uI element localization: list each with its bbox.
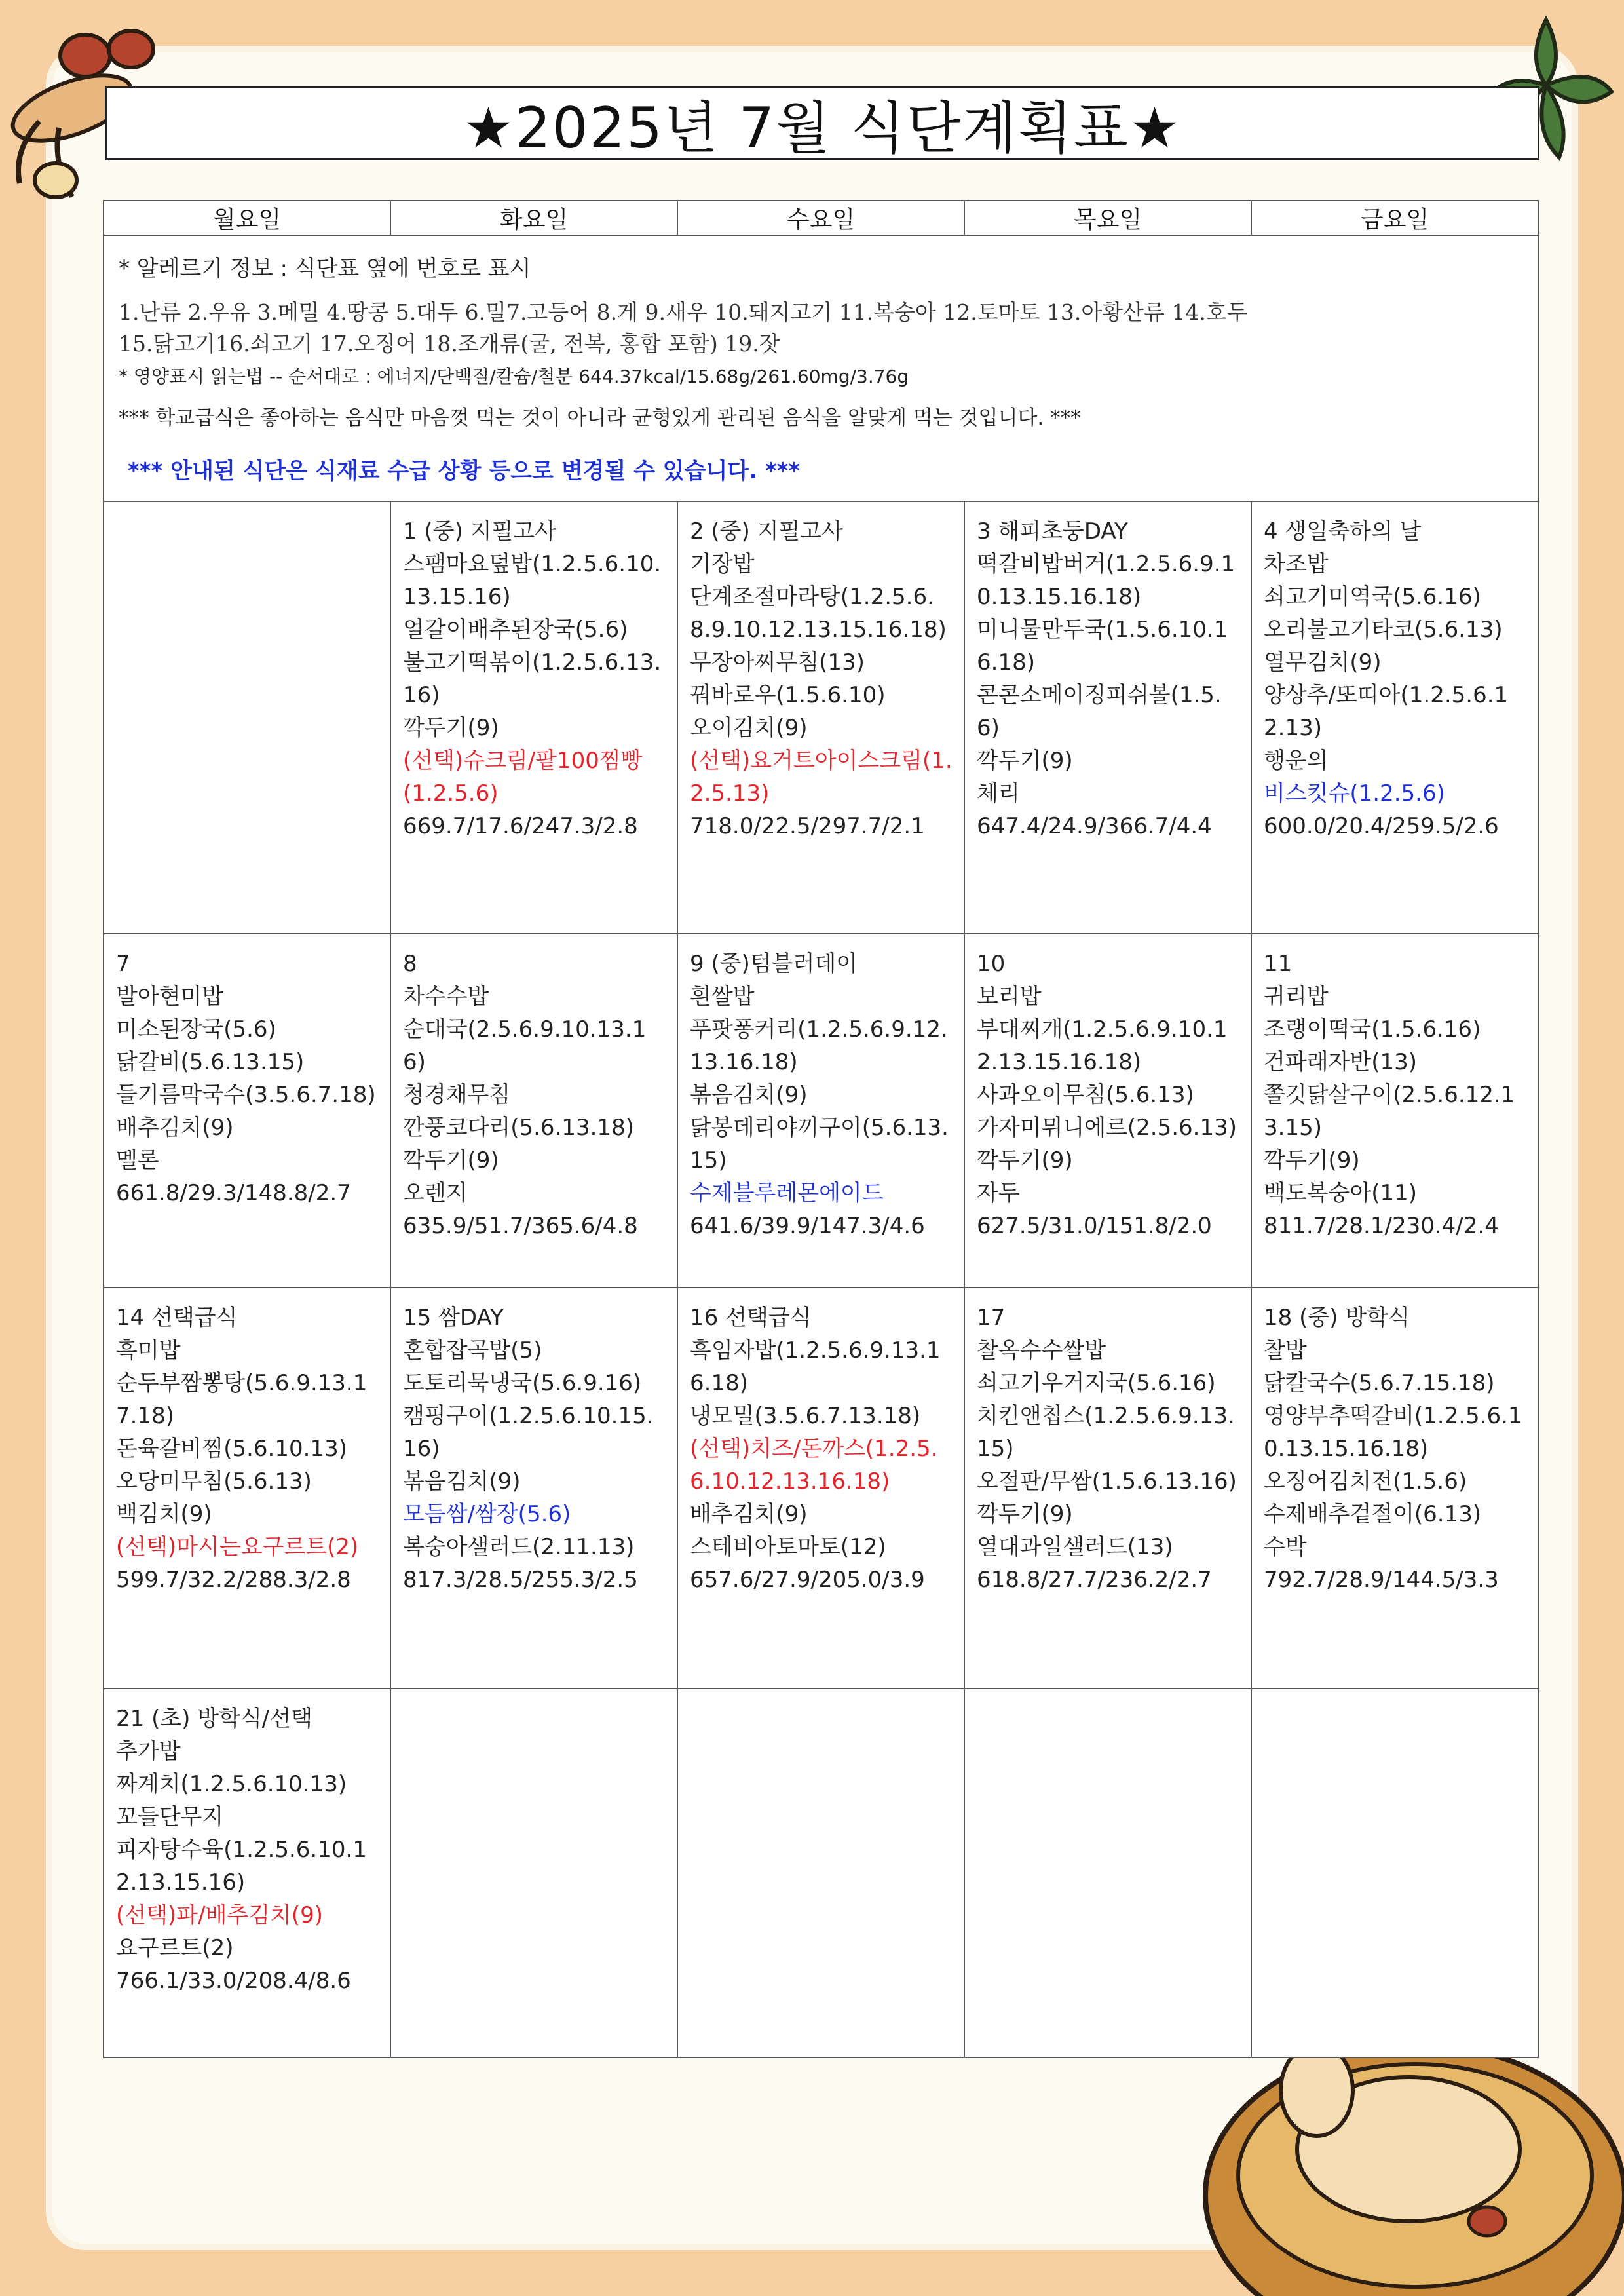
menu-item: 스팸마요덮밥(1.2.5.6.10.13.15.16) xyxy=(403,550,662,610)
menu-item: 599.7/32.2/288.3/2.8 xyxy=(116,1566,351,1593)
day-cell xyxy=(390,1689,677,2057)
menu-item: 깍두기(9) xyxy=(1264,1147,1360,1174)
day-cell xyxy=(1251,934,1538,1288)
day-cell xyxy=(677,501,964,934)
day-heading: 11 xyxy=(1264,950,1293,977)
menu-item: 찰옥수수쌀밥 xyxy=(977,1337,1106,1364)
menu-item: 차조밥 xyxy=(1264,550,1329,577)
day-heading: 17 xyxy=(977,1304,1006,1331)
menu-item: 깐풍코다리(5.6.13.18) xyxy=(403,1114,634,1141)
change-note: *** 안내된 식단은 식재료 수급 상황 등으로 변경될 수 있습니다. *** xyxy=(128,457,801,484)
menu-item: 618.8/27.7/236.2/2.7 xyxy=(977,1566,1212,1593)
menu-item: 얼갈이배추된장국(5.6) xyxy=(403,616,628,643)
day-cell xyxy=(964,501,1251,934)
menu-item: 깍두기(9) xyxy=(977,1147,1073,1174)
menu-item: 볶음김치(9) xyxy=(690,1081,808,1108)
menu-item: 양상추/또띠아(1.2.5.6.12.13) xyxy=(1264,681,1509,741)
allergy-list-line-2: 15.닭고기16.쇠고기 17.오징어 18.조개류(굴, 전복, 홍합 포함) 19.잣 xyxy=(119,331,780,357)
allergy-header: * 알레르기 정보 : 식단표 옆에 번호로 표시 xyxy=(119,256,531,282)
week-row xyxy=(104,1689,1538,2057)
menu-item: 꿔바로우(1.5.6.10) xyxy=(690,681,886,708)
menu-item: 661.8/29.3/148.8/2.7 xyxy=(116,1179,351,1206)
menu-item: 순두부짬뽕탕(5.6.9.13.17.18) xyxy=(116,1369,368,1429)
menu-item: 멜론 xyxy=(116,1147,159,1174)
menu-item: 도토리묵냉국(5.6.9.16) xyxy=(403,1369,642,1396)
day-cell xyxy=(1251,1689,1538,2057)
menu-item: 불고기떡볶이(1.2.5.6.13.16) xyxy=(403,649,662,708)
menu-item: 단계조절마라탕(1.2.5.6.8.9.10.12.13.15.16.18) xyxy=(690,583,947,643)
day-cell xyxy=(677,934,964,1288)
day-cell xyxy=(104,501,390,934)
menu-item: 들기름막국수(3.5.6.7.18) xyxy=(116,1081,376,1108)
menu-item: 차수수밥 xyxy=(403,983,489,1010)
menu-item: (선택)마시는요구르트(2) xyxy=(116,1533,359,1560)
weekday-thursday: 목요일 xyxy=(964,201,1251,235)
info-cell xyxy=(104,235,1538,501)
meal-plan-table xyxy=(103,200,1539,2058)
menu-item: 냉모밀(3.5.6.7.13.18) xyxy=(690,1402,921,1429)
menu-item: 오징어김치전(1.5.6) xyxy=(1264,1468,1467,1495)
menu-item: (선택)슈크림/팥100찜빵(1.2.5.6) xyxy=(403,747,643,807)
menu-item: 배추김치(9) xyxy=(690,1501,808,1527)
week-row xyxy=(104,934,1538,1288)
menu-item: 766.1/33.0/208.4/8.6 xyxy=(116,1967,351,1994)
week-row xyxy=(104,1288,1538,1689)
menu-item: 닭갈비(5.6.13.15) xyxy=(116,1048,305,1075)
menu-item: (선택)치즈/돈까스(1.2.5.6.10.12.13.16.18) xyxy=(690,1435,938,1495)
day-heading: 18 (중) 방학식 xyxy=(1264,1304,1410,1331)
menu-item: 부대찌개(1.2.5.6.9.10.12.13.15.16.18) xyxy=(977,1016,1228,1075)
menu-item: 쫄깃닭살구이(2.5.6.12.13.15) xyxy=(1264,1081,1515,1141)
menu-item: (선택)요거트아이스크림(1.2.5.13) xyxy=(690,747,953,807)
menu-item: 가자미뮈니에르(2.5.6.13) xyxy=(977,1114,1237,1141)
menu-item: 792.7/28.9/144.5/3.3 xyxy=(1264,1566,1499,1593)
day-cell xyxy=(104,1288,390,1689)
menu-item: 오렌지 xyxy=(403,1179,468,1206)
day-heading: 21 (초) 방학식/선택 xyxy=(116,1705,312,1732)
menu-item: 흑임자밥(1.2.5.6.9.13.16.18) xyxy=(690,1337,941,1396)
day-heading: 16 선택급식 xyxy=(690,1304,812,1331)
menu-item: 600.0/20.4/259.5/2.6 xyxy=(1264,813,1499,839)
day-heading: 9 (중)텀블러데이 xyxy=(690,950,858,977)
menu-item: 627.5/31.0/151.8/2.0 xyxy=(977,1212,1212,1239)
menu-item: 꼬들단무지 xyxy=(116,1803,224,1830)
menu-item: 열무김치(9) xyxy=(1264,649,1382,676)
menu-item: 캠핑구이(1.2.5.6.10.15.16) xyxy=(403,1402,654,1462)
day-heading: 2 (중) 지필고사 xyxy=(690,518,843,545)
menu-item: 669.7/17.6/247.3/2.8 xyxy=(403,813,638,839)
day-heading: 1 (중) 지필고사 xyxy=(403,518,556,545)
menu-item: 혼합잡곡밥(5) xyxy=(403,1337,542,1364)
day-cell xyxy=(677,1689,964,2057)
menu-item: 건파래자반(13) xyxy=(1264,1048,1418,1075)
allergy-list-line-1: 1.난류 2.우유 3.메밀 4.땅콩 5.대두 6.밀7.고등어 8.게 9.새우 10.돼지고기 11.복숭아 12.토마토 13.아황산류 14.호두 xyxy=(119,299,1248,326)
day-cell xyxy=(1251,501,1538,934)
day-cell xyxy=(390,934,677,1288)
day-heading: 14 선택급식 xyxy=(116,1304,238,1331)
menu-item: 수제배추겉절이(6.13) xyxy=(1264,1501,1482,1527)
menu-item: 떡갈비밥버거(1.2.5.6.9.10.13.15.16.18) xyxy=(977,550,1236,610)
menu-item: 흑미밥 xyxy=(116,1337,181,1364)
day-cell xyxy=(964,934,1251,1288)
day-heading: 3 해피초둥DAY xyxy=(977,518,1128,545)
menu-item: 사과오이무침(5.6.13) xyxy=(977,1081,1194,1108)
menu-item: 열대과일샐러드(13) xyxy=(977,1533,1173,1560)
menu-item: 청경채무침 xyxy=(403,1081,511,1108)
menu-item: 발아현미밥 xyxy=(116,983,224,1010)
menu-item: 백김치(9) xyxy=(116,1501,212,1527)
day-cell xyxy=(390,1288,677,1689)
day-cell xyxy=(964,1689,1251,2057)
day-heading: 8 xyxy=(403,950,417,977)
menu-item: 행운의 xyxy=(1264,747,1329,774)
day-heading: 15 쌈DAY xyxy=(403,1304,504,1331)
day-cell xyxy=(104,1689,390,2057)
day-heading: 7 xyxy=(116,950,130,977)
menu-item: 볶음김치(9) xyxy=(403,1468,521,1495)
menu-item: 쇠고기미역국(5.6.16) xyxy=(1264,583,1481,610)
menu-item: 811.7/28.1/230.4/2.4 xyxy=(1264,1212,1499,1239)
info-row xyxy=(104,235,1538,501)
weekday-header-row xyxy=(104,201,1538,235)
menu-item: 닭칼국수(5.6.7.15.18) xyxy=(1264,1369,1495,1396)
menu-item: 체리 xyxy=(977,780,1020,807)
menu-item: 요구르트(2) xyxy=(116,1934,234,1961)
menu-item: 깍두기(9) xyxy=(977,747,1073,774)
menu-item: 짜계치(1.2.5.6.10.13) xyxy=(116,1770,347,1797)
menu-item: 추가밥 xyxy=(116,1738,181,1765)
menu-item: 수제블루레몬에이드 xyxy=(690,1179,884,1206)
menu-item: 오이김치(9) xyxy=(690,714,808,741)
day-cell xyxy=(104,934,390,1288)
menu-item: 귀리밥 xyxy=(1264,983,1329,1010)
day-heading: 10 xyxy=(977,950,1006,977)
menu-item: 보리밥 xyxy=(977,983,1042,1010)
week-row xyxy=(104,501,1538,934)
menu-item: 무장아찌무침(13) xyxy=(690,649,865,676)
menu-item: 657.6/27.9/205.0/3.9 xyxy=(690,1566,925,1593)
balance-note: *** 학교급식은 좋아하는 음식만 마음껏 먹는 것이 아니라 균형있게 관리된 음식을 알맞게 먹는 것입니다. *** xyxy=(119,406,1081,430)
menu-item: 스테비아토마토(12) xyxy=(690,1533,886,1560)
title-box xyxy=(105,86,1539,160)
menu-item: 피자탕수육(1.2.5.6.10.12.13.15.16) xyxy=(116,1836,367,1896)
menu-item: 635.9/51.7/365.6/4.8 xyxy=(403,1212,638,1239)
menu-item: (선택)파/배추김치(9) xyxy=(116,1902,324,1928)
menu-item: 쇠고기우거지국(5.6.16) xyxy=(977,1369,1216,1396)
menu-item: 복숭아샐러드(2.11.13) xyxy=(403,1533,635,1560)
menu-item: 흰쌀밥 xyxy=(690,983,755,1010)
menu-item: 콘콘소메이징피쉬볼(1.5.6) xyxy=(977,681,1222,741)
menu-item: 영양부추떡갈비(1.2.5.6.10.13.15.16.18) xyxy=(1264,1402,1522,1462)
weekday-monday: 월요일 xyxy=(104,201,390,235)
day-cell xyxy=(390,501,677,934)
menu-item: 비스킷슈(1.2.5.6) xyxy=(1264,780,1445,807)
menu-item: 깍두기(9) xyxy=(977,1501,1073,1527)
nutrition-note: * 영양표시 읽는법 -- 순서대로 : 에너지/단백질/칼슘/철분 644.37kcal/15.68g/261.60mg/3.76g xyxy=(119,365,909,387)
menu-item: 오리불고기타코(5.6.13) xyxy=(1264,616,1503,643)
menu-item: 푸팟퐁커리(1.2.5.6.9.12.13.16.18) xyxy=(690,1016,948,1075)
menu-item: 순대국(2.5.6.9.10.13.16) xyxy=(403,1016,647,1075)
menu-item: 647.4/24.9/366.7/4.4 xyxy=(977,813,1212,839)
menu-item: 자두 xyxy=(977,1179,1020,1206)
menu-item: 미소된장국(5.6) xyxy=(116,1016,276,1043)
menu-item: 641.6/39.9/147.3/4.6 xyxy=(690,1212,925,1239)
menu-item: 찰밥 xyxy=(1264,1337,1307,1364)
menu-item: 미니물만두국(1.5.6.10.16.18) xyxy=(977,616,1228,676)
menu-item: 치킨앤칩스(1.2.5.6.9.13.15) xyxy=(977,1402,1235,1462)
menu-item: 조랭이떡국(1.5.6.16) xyxy=(1264,1016,1481,1043)
weekday-friday: 금요일 xyxy=(1251,201,1538,235)
menu-item: 수박 xyxy=(1264,1533,1307,1560)
menu-item: 깍두기(9) xyxy=(403,714,499,741)
weekday-tuesday: 화요일 xyxy=(390,201,677,235)
menu-item: 닭봉데리야끼구이(5.6.13.15) xyxy=(690,1114,949,1174)
weekday-wednesday: 수요일 xyxy=(677,201,964,235)
menu-item: 모듬쌈/쌈장(5.6) xyxy=(403,1501,571,1527)
day-cell xyxy=(677,1288,964,1689)
day-cell xyxy=(1251,1288,1538,1689)
day-cell xyxy=(964,1288,1251,1689)
page-title: ★2025년 7월 식단계획표★ xyxy=(463,96,1181,161)
menu-item: 배추김치(9) xyxy=(116,1114,234,1141)
menu-item: 817.3/28.5/255.3/2.5 xyxy=(403,1566,638,1593)
menu-item: 기장밥 xyxy=(690,550,755,577)
menu-item: 718.0/22.5/297.7/2.1 xyxy=(690,813,925,839)
menu-item: 오절판/무쌈(1.5.6.13.16) xyxy=(977,1468,1237,1495)
menu-item: 깍두기(9) xyxy=(403,1147,499,1174)
menu-item: 돈육갈비찜(5.6.10.13) xyxy=(116,1435,347,1462)
menu-item: 오당미무침(5.6.13) xyxy=(116,1468,312,1495)
day-heading: 4 생일축하의 날 xyxy=(1264,518,1422,545)
menu-item: 백도복숭아(11) xyxy=(1264,1179,1418,1206)
